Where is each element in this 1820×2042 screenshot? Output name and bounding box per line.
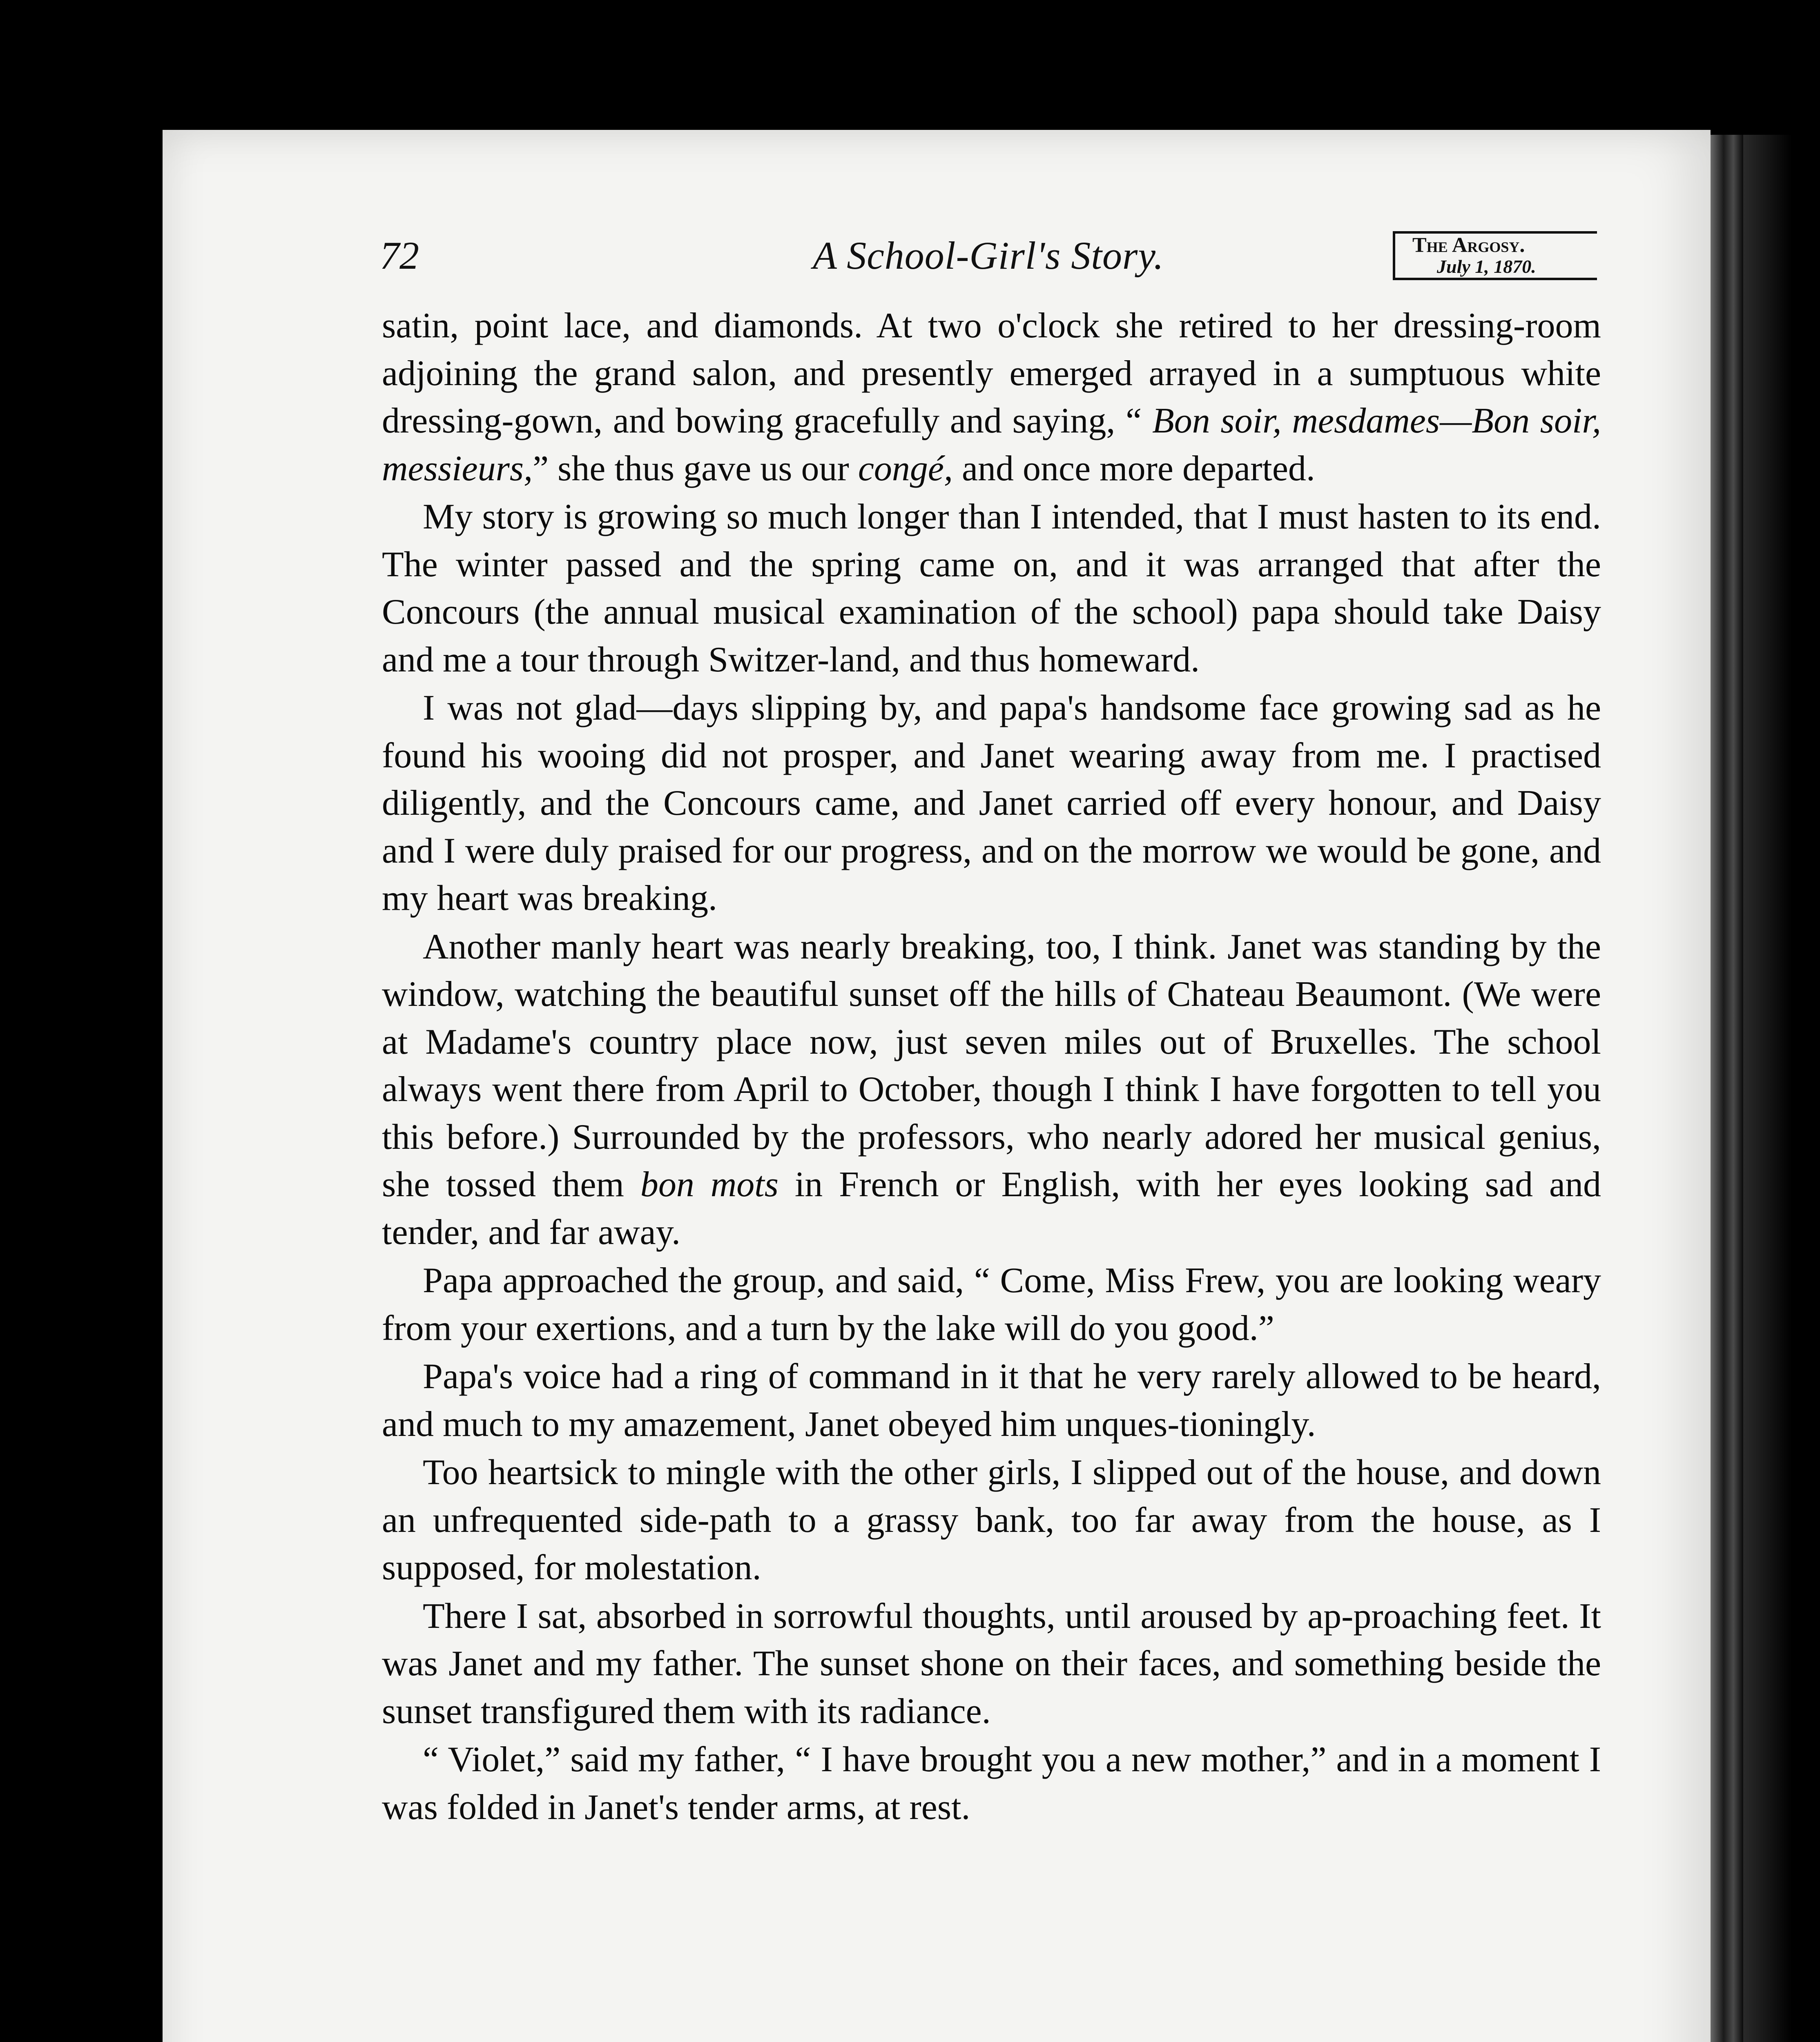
text-run: I was not glad—days slipping by, and papa's handsome face growing sad as he found his wooing did not prosper, and Janet wearing away from me. I practised diligently, and the Concours came, and Janet carried off every honour, and Daisy and I were duly praised for our progress, and on the morrow we would be gone, and my heart was breaking. <box>382 688 1601 918</box>
issue-date: July 1, 1870. <box>1437 256 1536 277</box>
paragraph <box>382 1257 1601 1352</box>
journal-reference <box>1393 231 1597 280</box>
text-run: My story is growing so much longer than I intended, that I must hasten to its end. The winter passed and the spring came on, and it was arranged that after the Concours (the annual musical examination of the school) papa should take Daisy and me a tour through Switzer-land, and thus homeward. <box>382 497 1601 680</box>
paragraph <box>382 923 1601 1257</box>
page-header <box>380 229 1597 286</box>
text-run: in French or English, with her eyes looking sad and tender, and far away. <box>382 1165 1601 1252</box>
book-spine-shadow <box>1711 135 1743 2042</box>
text-run: Too heartsick to mingle with the other girls, I slipped out of the house, and down an unfrequented side-path to a grassy bank, too far away from the house, as I supposed, for molestation. <box>382 1453 1601 1587</box>
text-run: ” she thus gave us our <box>533 448 858 488</box>
paragraph <box>382 1353 1601 1448</box>
paragraph <box>382 1736 1601 1831</box>
text-run: satin, point lace, and diamonds. At two o'clock she retired to her dressing-room adjoining the grand salon, and presently emerged arrayed in a sumptuous white dressing-gown, and bowing gracefully and saying, “ <box>382 306 1601 441</box>
text-run: There I sat, absorbed in sorrowful thoughts, until aroused by ap-proaching feet. It was Janet and my father. The sunset shone on their faces, and something beside the sunset transfigured them with its radiance. <box>382 1596 1601 1731</box>
text-run: Another manly heart was nearly breaking, too, I think. Janet was standing by the window, watching the beautiful sunset off the hills of Chateau Beaumont. (We were at Madame's country place now, just seven miles out of Bruxelles. The school always went there from April to October, though I think I have forgotten to tell you this before.) Surrounded by the professors, who nearly adored her musical genius, she tossed them <box>382 927 1601 1204</box>
running-title: A School-Girl's Story. <box>813 234 1164 277</box>
story-text <box>382 302 1601 1831</box>
paragraph <box>382 1593 1601 1736</box>
italic-phrase: Bon soir, mesdames—Bon soir, messieurs, <box>382 401 1601 488</box>
italic-phrase: congé, <box>858 448 953 488</box>
paragraph <box>382 684 1601 923</box>
journal-name: The Argosy. <box>1412 234 1525 257</box>
text-run: Papa's voice had a ring of command in it that he very rarely allowed to be heard, and much to my amazement, Janet obeyed him unques-tioningly. <box>382 1357 1601 1444</box>
italic-phrase: bon mots <box>640 1165 778 1204</box>
paragraph <box>382 493 1601 684</box>
page-number: 72 <box>380 234 419 277</box>
paragraph <box>382 1449 1601 1592</box>
text-run: and once more departed. <box>952 448 1315 488</box>
paragraph <box>382 302 1601 493</box>
text-run: “ Violet,” said my father, “ I have brought you a new mother,” and in a moment I was folded in Janet's tender arms, at rest. <box>382 1740 1601 1827</box>
text-run: Papa approached the group, and said, “ Come, Miss Frew, you are looking weary from your exertions, and a turn by the lake will do you good.” <box>382 1261 1601 1348</box>
book-spine-edge <box>1743 135 1792 2042</box>
